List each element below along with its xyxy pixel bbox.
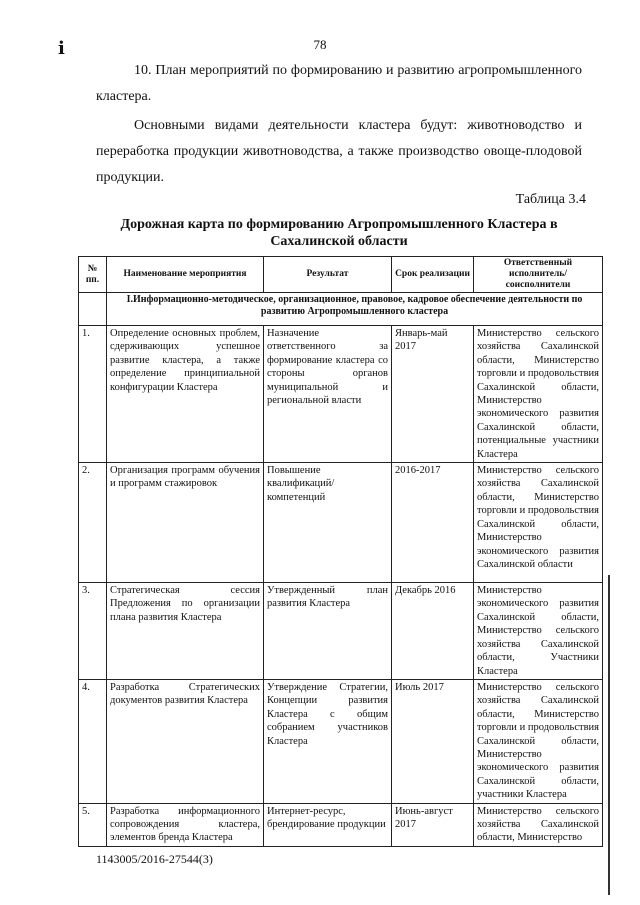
row-result: Интернет-ресурс, брендирование продукции <box>264 803 392 846</box>
table-row <box>79 463 603 583</box>
row-name: Определение основных проблем, сдерживающих успешное развитие кластера, а также определение принципиальной конфигурации Кластера <box>107 326 264 463</box>
row-name: Разработка информационного сопровождения кластера, элементов бренда Кластера <box>107 803 264 846</box>
table-title: Дорожная карта по формированию Агропромышленного Кластера в Сахалинской области <box>120 217 558 249</box>
row-term: Декабрь 2016 <box>392 583 474 680</box>
row-num: 5. <box>79 803 107 846</box>
roadmap-table <box>78 256 603 847</box>
table-caption: Таблица 3.4 <box>515 192 586 207</box>
row-result: Утвержденный план развития Кластера <box>264 583 392 680</box>
header-name: Наименование мероприятия <box>107 257 264 293</box>
row-num: 2. <box>79 463 107 583</box>
section-num-cell <box>79 293 107 326</box>
page-number: 78 <box>313 37 327 52</box>
row-result: Утверждение Стратегии, Концепции развития Кластера с общим собранием участников Кластера <box>264 679 392 803</box>
table-row <box>79 583 603 680</box>
section-row <box>79 293 603 326</box>
section-title: I.Информационно-методическое, организационное, правовое, кадровое обеспечение деятельности по развитию Агропромышленного кластера <box>107 293 603 326</box>
paragraph-1: 10. План мероприятий по формированию и развитию агропромышленного кластера. <box>96 63 582 104</box>
row-responsible: Министерство сельского хозяйства Сахалинской области, Министерство торговли и продовольствия Сахалинской области, Министерство экономического развития Сахалинской области, участники Кластера <box>474 679 603 803</box>
margin-mark: ⅰ <box>58 38 65 58</box>
table-row <box>79 679 603 803</box>
header-result: Результат <box>264 257 392 293</box>
row-term: 2016-2017 <box>392 463 474 583</box>
row-num: 3. <box>79 583 107 680</box>
row-term: Июнь-август 2017 <box>392 803 474 846</box>
header-num: № пп. <box>79 257 107 293</box>
row-term: Январь-май 2017 <box>392 326 474 463</box>
table-row <box>79 326 603 463</box>
row-result: Назначение ответственного за формирование кластера со стороны органов муниципальной и региональной власти <box>264 326 392 463</box>
row-responsible: Министерство экономического развития Сахалинской области, Министерство сельского хозяйства Сахалинской области, Участники Кластера <box>474 583 603 680</box>
scan-edge-line <box>608 575 610 895</box>
row-responsible: Министерство сельского хозяйства Сахалинской области, Министерство торговли и продовольствия Сахалинской области, Министерство экономического развития Сахалинской области <box>474 463 603 583</box>
row-num: 4. <box>79 679 107 803</box>
row-name: Организация программ обучения и программ стажировок <box>107 463 264 583</box>
row-result: Повышение квалификаций/компетенций <box>264 463 392 583</box>
row-term: Июль 2017 <box>392 679 474 803</box>
row-name: Разработка Стратегических документов развития Кластера <box>107 679 264 803</box>
header-responsible: Ответственный исполнитель/соисполнители <box>474 257 603 293</box>
row-responsible: Министерство сельского хозяйства Сахалинской области, Министерство <box>474 803 603 846</box>
paragraph-2: Основными видами деятельности кластера будут: животноводство и переработка продукции животноводства, а также производство овоще-плодовой продукции. <box>96 118 582 185</box>
row-responsible: Министерство сельского хозяйства Сахалинской области, Министерство торговли и продовольствия Сахалинской области, Министерство экономического развития Сахалинской области, потенциальные участники Кластера <box>474 326 603 463</box>
header-term: Срок реализации <box>392 257 474 293</box>
row-name: Стратегическая сессия Предложения по организации плана развития Кластера <box>107 583 264 680</box>
row-num: 1. <box>79 326 107 463</box>
table-header-row <box>79 257 603 293</box>
table-row <box>79 803 603 846</box>
footer-code: 1143005/2016-27544(3) <box>96 852 213 866</box>
